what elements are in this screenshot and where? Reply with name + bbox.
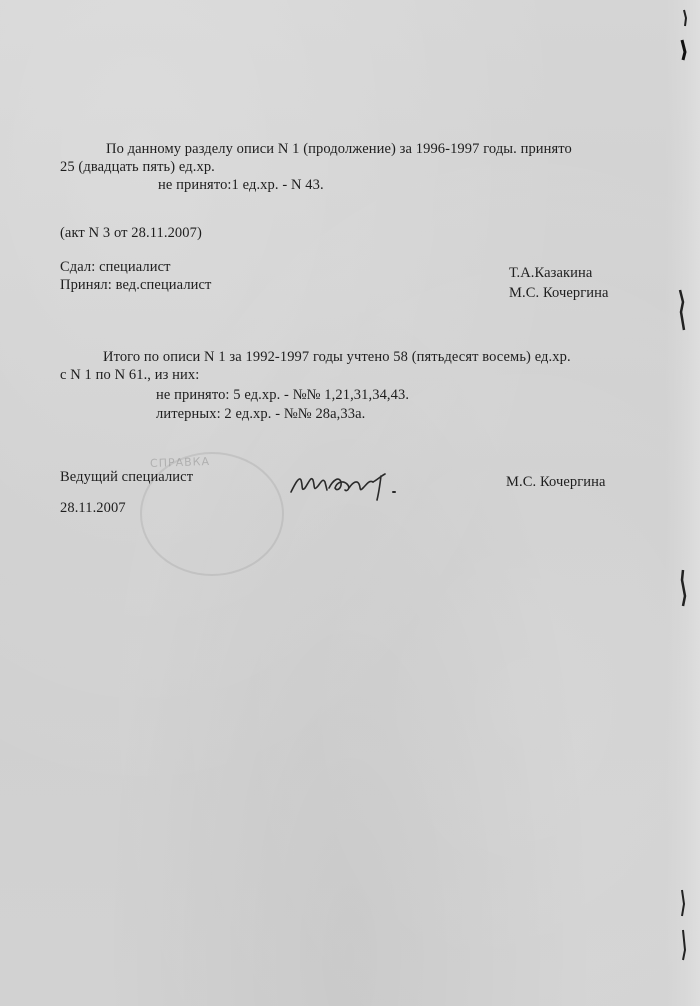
footer-date: 28.11.2007 [60,500,126,516]
footer-position: Ведущий специалист [60,469,194,485]
total-lettered: литерных: 2 ед.хр. - №№ 28а,33а. [156,406,366,422]
section-summary-line2: 25 (двадцать пять) ед.хр. [60,159,215,175]
act-reference: (акт N 3 от 28.11.2007) [60,225,202,241]
handed-over-label: Сдал: специалист [60,259,171,275]
handwritten-signature [285,462,415,506]
faint-stamp-text: СПРАВКА [149,454,211,471]
binding-edge-marks [670,0,694,1006]
received-label: Принял: вед.специалист [60,277,212,293]
received-name: М.С. Кочергина [509,285,609,301]
total-line1: Итого по описи N 1 за 1992-1997 годы учтено 58 (пятьдесят восемь) ед.хр. [103,349,571,365]
section-summary-line3: не принято:1 ед.хр. - N 43. [158,177,324,193]
total-line2: с N 1 по N 61., из них: [60,367,200,383]
total-not-accepted: не принято: 5 ед.хр. - №№ 1,21,31,34,43. [156,387,410,403]
handed-over-name: Т.А.Казакина [509,265,593,281]
section-summary-line1: По данному разделу описи N 1 (продолжение) за 1996-1997 годы. принято [106,141,572,157]
footer-name: М.С. Кочергина [506,474,606,490]
